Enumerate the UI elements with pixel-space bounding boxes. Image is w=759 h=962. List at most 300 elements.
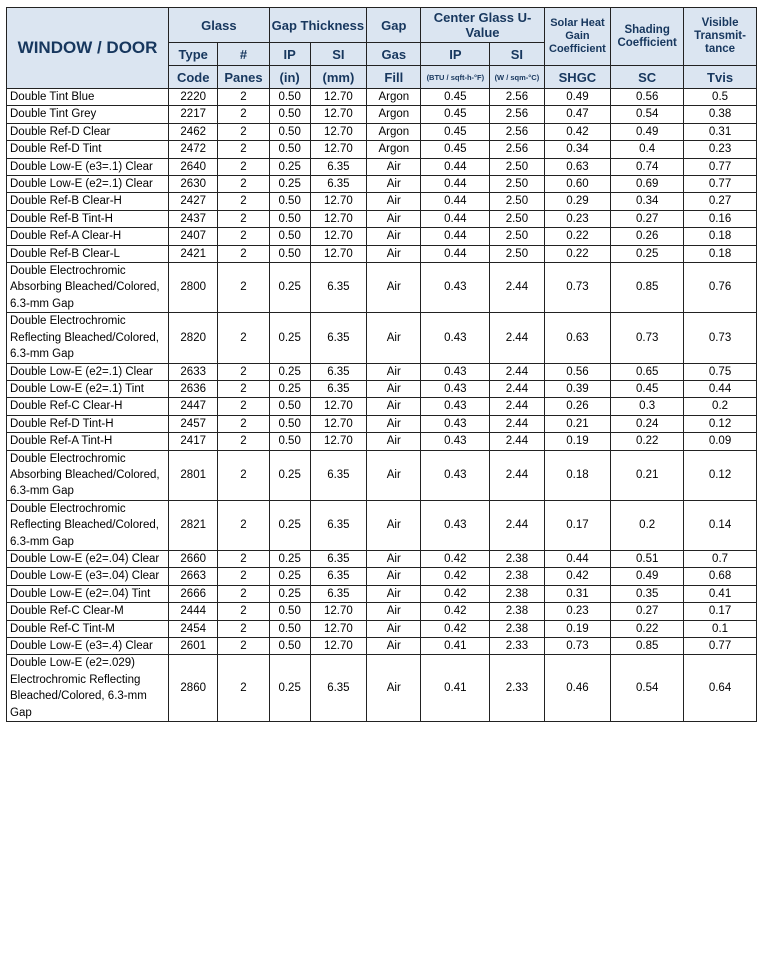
- header-in: (in): [269, 66, 310, 89]
- table-row: [7, 550, 757, 567]
- cell-sc: 0.65: [611, 363, 684, 380]
- cell-shgc: 0.73: [544, 638, 611, 655]
- cell-tvis: 0.68: [684, 568, 757, 585]
- cell-sc: 0.25: [611, 245, 684, 262]
- cell-panes: 2: [218, 500, 269, 550]
- header-gap-ip: IP: [269, 43, 310, 66]
- cell-gap-si: 12.70: [310, 141, 366, 158]
- table-row: [7, 568, 757, 585]
- cell-u-ip: 0.43: [421, 263, 490, 313]
- cell-gap-ip: 0.50: [269, 398, 310, 415]
- cell-gap-ip: 0.50: [269, 620, 310, 637]
- cell-u-si: 2.44: [490, 263, 544, 313]
- cell-gap-ip: 0.25: [269, 363, 310, 380]
- cell-gap-si: 6.35: [310, 380, 366, 397]
- cell-shgc: 0.22: [544, 245, 611, 262]
- cell-shgc: 0.46: [544, 655, 611, 722]
- header-shgc-desc: Solar Heat Gain Coefficient: [544, 8, 611, 66]
- table-row: [7, 415, 757, 432]
- cell-name: Double Low-E (e2=.04) Clear: [7, 550, 169, 567]
- cell-u-si: 2.44: [490, 398, 544, 415]
- cell-name: Double Ref-A Tint-H: [7, 433, 169, 450]
- cell-sc: 0.85: [611, 263, 684, 313]
- cell-panes: 2: [218, 638, 269, 655]
- cell-sc: 0.3: [611, 398, 684, 415]
- cell-u-ip: 0.45: [421, 106, 490, 123]
- cell-panes: 2: [218, 363, 269, 380]
- cell-sc: 0.21: [611, 450, 684, 500]
- cell-sc: 0.69: [611, 176, 684, 193]
- cell-sc: 0.45: [611, 380, 684, 397]
- cell-u-si: 2.50: [490, 245, 544, 262]
- cell-gas-fill: Air: [367, 363, 421, 380]
- cell-sc: 0.34: [611, 193, 684, 210]
- cell-gap-si: 6.35: [310, 263, 366, 313]
- cell-panes: 2: [218, 89, 269, 106]
- cell-u-si: 2.50: [490, 228, 544, 245]
- cell-name: Double Electrochromic Reflecting Bleached/Colored, 6.3-mm Gap: [7, 313, 169, 363]
- cell-u-ip: 0.42: [421, 568, 490, 585]
- cell-u-ip: 0.43: [421, 398, 490, 415]
- cell-gap-si: 12.70: [310, 89, 366, 106]
- cell-code: 2454: [169, 620, 218, 637]
- cell-u-ip: 0.41: [421, 638, 490, 655]
- table-row: [7, 176, 757, 193]
- cell-name: Double Ref-D Tint: [7, 141, 169, 158]
- cell-gap-ip: 0.25: [269, 263, 310, 313]
- table-row: [7, 620, 757, 637]
- cell-shgc: 0.19: [544, 433, 611, 450]
- header-tvis-desc: Visible Transmit-tance: [684, 8, 757, 66]
- cell-u-ip: 0.43: [421, 363, 490, 380]
- cell-u-si: 2.56: [490, 89, 544, 106]
- cell-gap-si: 12.70: [310, 210, 366, 227]
- cell-name: Double Ref-A Clear-H: [7, 228, 169, 245]
- cell-u-ip: 0.44: [421, 193, 490, 210]
- cell-gas-fill: Air: [367, 263, 421, 313]
- header-shgc: SHGC: [544, 66, 611, 89]
- cell-u-ip: 0.44: [421, 158, 490, 175]
- cell-code: 2820: [169, 313, 218, 363]
- cell-tvis: 0.2: [684, 398, 757, 415]
- cell-gap-si: 6.35: [310, 585, 366, 602]
- cell-sc: 0.26: [611, 228, 684, 245]
- cell-sc: 0.35: [611, 585, 684, 602]
- cell-code: 2663: [169, 568, 218, 585]
- cell-gap-ip: 0.50: [269, 638, 310, 655]
- cell-u-si: 2.44: [490, 500, 544, 550]
- cell-shgc: 0.63: [544, 313, 611, 363]
- cell-code: 2421: [169, 245, 218, 262]
- table-row: [7, 450, 757, 500]
- cell-gap-ip: 0.50: [269, 193, 310, 210]
- header-code: Code: [169, 66, 218, 89]
- cell-gap-si: 6.35: [310, 450, 366, 500]
- cell-gas-fill: Air: [367, 655, 421, 722]
- cell-tvis: 0.09: [684, 433, 757, 450]
- header-panes: Panes: [218, 66, 269, 89]
- cell-sc: 0.54: [611, 106, 684, 123]
- cell-u-si: 2.50: [490, 158, 544, 175]
- cell-panes: 2: [218, 106, 269, 123]
- cell-gap-si: 12.70: [310, 620, 366, 637]
- cell-u-ip: 0.44: [421, 176, 490, 193]
- cell-u-ip: 0.41: [421, 655, 490, 722]
- cell-shgc: 0.17: [544, 500, 611, 550]
- table-row: [7, 158, 757, 175]
- cell-panes: 2: [218, 415, 269, 432]
- cell-sc: 0.85: [611, 638, 684, 655]
- cell-gas-fill: Air: [367, 176, 421, 193]
- cell-gap-si: 12.70: [310, 398, 366, 415]
- cell-name: Double Ref-C Clear-M: [7, 603, 169, 620]
- cell-gas-fill: Air: [367, 603, 421, 620]
- cell-code: 2801: [169, 450, 218, 500]
- cell-gas-fill: Air: [367, 193, 421, 210]
- cell-u-si: 2.38: [490, 585, 544, 602]
- cell-name: Double Ref-B Clear-H: [7, 193, 169, 210]
- table-header: [7, 8, 757, 89]
- cell-name: Double Low-E (e2=.04) Tint: [7, 585, 169, 602]
- cell-u-si: 2.44: [490, 363, 544, 380]
- cell-gap-ip: 0.25: [269, 158, 310, 175]
- header-glass: Glass: [169, 8, 270, 43]
- header-gap: Gap: [367, 8, 421, 43]
- cell-u-ip: 0.43: [421, 380, 490, 397]
- cell-u-si: 2.38: [490, 568, 544, 585]
- cell-tvis: 0.17: [684, 603, 757, 620]
- cell-u-si: 2.44: [490, 415, 544, 432]
- cell-gas-fill: Air: [367, 380, 421, 397]
- cell-gap-ip: 0.25: [269, 568, 310, 585]
- cell-gas-fill: Argon: [367, 141, 421, 158]
- cell-panes: 2: [218, 123, 269, 140]
- table-row: [7, 228, 757, 245]
- cell-gap-ip: 0.50: [269, 433, 310, 450]
- header-u-si: SI: [490, 43, 544, 66]
- cell-sc: 0.74: [611, 158, 684, 175]
- cell-code: 2447: [169, 398, 218, 415]
- cell-tvis: 0.64: [684, 655, 757, 722]
- header-gap-thickness: Gap Thickness: [269, 8, 366, 43]
- cell-gap-si: 12.70: [310, 245, 366, 262]
- cell-sc: 0.22: [611, 620, 684, 637]
- cell-shgc: 0.49: [544, 89, 611, 106]
- cell-gas-fill: Air: [367, 568, 421, 585]
- cell-name: Double Low-E (e2=.1) Clear: [7, 363, 169, 380]
- cell-panes: 2: [218, 380, 269, 397]
- cell-gap-si: 6.35: [310, 655, 366, 722]
- cell-sc: 0.54: [611, 655, 684, 722]
- cell-sc: 0.49: [611, 568, 684, 585]
- cell-u-si: 2.38: [490, 550, 544, 567]
- cell-name: Double Low-E (e2=.029) Electrochromic Reflecting Bleached/Colored, 6.3-mm Gap: [7, 655, 169, 722]
- cell-name: Double Low-E (e2=.1) Clear: [7, 176, 169, 193]
- cell-panes: 2: [218, 585, 269, 602]
- cell-code: 2640: [169, 158, 218, 175]
- cell-u-ip: 0.45: [421, 89, 490, 106]
- header-gap-si: SI: [310, 43, 366, 66]
- cell-shgc: 0.44: [544, 550, 611, 567]
- cell-gap-si: 6.35: [310, 158, 366, 175]
- cell-shgc: 0.47: [544, 106, 611, 123]
- cell-gap-si: 6.35: [310, 176, 366, 193]
- cell-gap-ip: 0.50: [269, 245, 310, 262]
- header-u-ip: IP: [421, 43, 490, 66]
- cell-u-si: 2.44: [490, 380, 544, 397]
- cell-shgc: 0.34: [544, 141, 611, 158]
- cell-gap-si: 6.35: [310, 550, 366, 567]
- table-row: [7, 263, 757, 313]
- cell-panes: 2: [218, 158, 269, 175]
- cell-name: Double Low-E (e3=.04) Clear: [7, 568, 169, 585]
- table-row: [7, 398, 757, 415]
- cell-sc: 0.2: [611, 500, 684, 550]
- cell-code: 2407: [169, 228, 218, 245]
- table-row: [7, 655, 757, 722]
- table-row: [7, 106, 757, 123]
- cell-u-ip: 0.42: [421, 620, 490, 637]
- cell-shgc: 0.19: [544, 620, 611, 637]
- cell-shgc: 0.29: [544, 193, 611, 210]
- cell-tvis: 0.76: [684, 263, 757, 313]
- cell-u-ip: 0.43: [421, 433, 490, 450]
- cell-u-si: 2.56: [490, 141, 544, 158]
- cell-u-si: 2.50: [490, 193, 544, 210]
- cell-gas-fill: Air: [367, 500, 421, 550]
- cell-name: Double Low-E (e3=.4) Clear: [7, 638, 169, 655]
- cell-code: 2444: [169, 603, 218, 620]
- cell-code: 2633: [169, 363, 218, 380]
- cell-code: 2636: [169, 380, 218, 397]
- cell-code: 2860: [169, 655, 218, 722]
- cell-gap-ip: 0.25: [269, 500, 310, 550]
- cell-gap-ip: 0.50: [269, 89, 310, 106]
- cell-tvis: 0.7: [684, 550, 757, 567]
- cell-gas-fill: Air: [367, 450, 421, 500]
- cell-gap-ip: 0.50: [269, 141, 310, 158]
- cell-u-ip: 0.44: [421, 210, 490, 227]
- cell-tvis: 0.5: [684, 89, 757, 106]
- cell-name: Double Ref-D Tint-H: [7, 415, 169, 432]
- cell-tvis: 0.77: [684, 158, 757, 175]
- cell-gap-ip: 0.25: [269, 585, 310, 602]
- cell-u-si: 2.33: [490, 655, 544, 722]
- cell-code: 2462: [169, 123, 218, 140]
- cell-gap-si: 12.70: [310, 603, 366, 620]
- cell-panes: 2: [218, 141, 269, 158]
- cell-gap-ip: 0.25: [269, 450, 310, 500]
- cell-shgc: 0.39: [544, 380, 611, 397]
- cell-u-si: 2.44: [490, 313, 544, 363]
- cell-code: 2457: [169, 415, 218, 432]
- cell-name: Double Ref-D Clear: [7, 123, 169, 140]
- cell-gap-ip: 0.25: [269, 380, 310, 397]
- cell-sc: 0.4: [611, 141, 684, 158]
- cell-panes: 2: [218, 655, 269, 722]
- table-row: [7, 313, 757, 363]
- cell-gas-fill: Air: [367, 433, 421, 450]
- header-fill: Fill: [367, 66, 421, 89]
- cell-gap-si: 6.35: [310, 313, 366, 363]
- cell-panes: 2: [218, 228, 269, 245]
- cell-name: Double Tint Blue: [7, 89, 169, 106]
- cell-gap-si: 12.70: [310, 433, 366, 450]
- cell-gas-fill: Air: [367, 210, 421, 227]
- cell-tvis: 0.75: [684, 363, 757, 380]
- cell-name: Double Electrochromic Absorbing Bleached/Colored, 6.3-mm Gap: [7, 450, 169, 500]
- cell-panes: 2: [218, 450, 269, 500]
- cell-gap-ip: 0.50: [269, 228, 310, 245]
- table-row: [7, 380, 757, 397]
- cell-code: 2660: [169, 550, 218, 567]
- cell-code: 2437: [169, 210, 218, 227]
- cell-u-ip: 0.45: [421, 141, 490, 158]
- cell-gap-si: 12.70: [310, 228, 366, 245]
- cell-u-si: 2.56: [490, 106, 544, 123]
- table-row: [7, 363, 757, 380]
- cell-u-si: 2.44: [490, 433, 544, 450]
- cell-shgc: 0.42: [544, 568, 611, 585]
- cell-gap-si: 6.35: [310, 363, 366, 380]
- cell-shgc: 0.60: [544, 176, 611, 193]
- cell-gap-si: 12.70: [310, 123, 366, 140]
- header-tvis: Tvis: [684, 66, 757, 89]
- cell-tvis: 0.16: [684, 210, 757, 227]
- glazing-properties-table: [6, 7, 757, 722]
- cell-tvis: 0.38: [684, 106, 757, 123]
- cell-panes: 2: [218, 176, 269, 193]
- cell-name: Double Ref-C Tint-M: [7, 620, 169, 637]
- cell-tvis: 0.18: [684, 228, 757, 245]
- cell-u-si: 2.56: [490, 123, 544, 140]
- cell-panes: 2: [218, 433, 269, 450]
- table-row: [7, 500, 757, 550]
- cell-u-ip: 0.42: [421, 550, 490, 567]
- cell-code: 2427: [169, 193, 218, 210]
- cell-tvis: 0.14: [684, 500, 757, 550]
- cell-u-ip: 0.43: [421, 415, 490, 432]
- cell-gap-ip: 0.50: [269, 106, 310, 123]
- cell-gas-fill: Argon: [367, 106, 421, 123]
- header-window-door: WINDOW / DOOR: [7, 8, 169, 89]
- cell-shgc: 0.23: [544, 210, 611, 227]
- cell-name: Double Ref-B Tint-H: [7, 210, 169, 227]
- table-row: [7, 193, 757, 210]
- cell-shgc: 0.18: [544, 450, 611, 500]
- cell-gas-fill: Air: [367, 638, 421, 655]
- header-center-glass: Center Glass U-Value: [421, 8, 544, 43]
- table-row: [7, 603, 757, 620]
- cell-panes: 2: [218, 620, 269, 637]
- cell-gas-fill: Argon: [367, 123, 421, 140]
- cell-u-ip: 0.44: [421, 228, 490, 245]
- cell-tvis: 0.77: [684, 638, 757, 655]
- cell-name: Double Ref-B Clear-L: [7, 245, 169, 262]
- cell-gas-fill: Air: [367, 415, 421, 432]
- cell-panes: 2: [218, 568, 269, 585]
- cell-u-si: 2.50: [490, 210, 544, 227]
- cell-shgc: 0.22: [544, 228, 611, 245]
- table-row: [7, 141, 757, 158]
- cell-gap-si: 12.70: [310, 415, 366, 432]
- cell-name: Double Tint Grey: [7, 106, 169, 123]
- cell-code: 2220: [169, 89, 218, 106]
- cell-shgc: 0.23: [544, 603, 611, 620]
- cell-shgc: 0.56: [544, 363, 611, 380]
- cell-u-si: 2.44: [490, 450, 544, 500]
- cell-shgc: 0.42: [544, 123, 611, 140]
- cell-tvis: 0.23: [684, 141, 757, 158]
- table-row: [7, 123, 757, 140]
- cell-gap-ip: 0.25: [269, 550, 310, 567]
- table-row: [7, 210, 757, 227]
- cell-tvis: 0.12: [684, 415, 757, 432]
- cell-code: 2601: [169, 638, 218, 655]
- cell-sc: 0.73: [611, 313, 684, 363]
- cell-sc: 0.49: [611, 123, 684, 140]
- cell-shgc: 0.31: [544, 585, 611, 602]
- header-ip-unit: (BTU / sqft-h-°F): [421, 66, 490, 89]
- cell-code: 2821: [169, 500, 218, 550]
- cell-gap-ip: 0.50: [269, 210, 310, 227]
- header-sc: SC: [611, 66, 684, 89]
- cell-u-ip: 0.44: [421, 245, 490, 262]
- cell-u-si: 2.33: [490, 638, 544, 655]
- cell-name: Double Low-E (e3=.1) Clear: [7, 158, 169, 175]
- cell-gas-fill: Argon: [367, 89, 421, 106]
- cell-gas-fill: Air: [367, 158, 421, 175]
- cell-sc: 0.22: [611, 433, 684, 450]
- cell-gap-si: 12.70: [310, 638, 366, 655]
- header-si-unit: (W / sqm-°C): [490, 66, 544, 89]
- cell-gap-ip: 0.50: [269, 603, 310, 620]
- cell-code: 2417: [169, 433, 218, 450]
- cell-sc: 0.51: [611, 550, 684, 567]
- cell-code: 2630: [169, 176, 218, 193]
- cell-name: Double Electrochromic Absorbing Bleached/Colored, 6.3-mm Gap: [7, 263, 169, 313]
- cell-tvis: 0.44: [684, 380, 757, 397]
- table-row: [7, 638, 757, 655]
- cell-u-ip: 0.42: [421, 585, 490, 602]
- cell-panes: 2: [218, 263, 269, 313]
- cell-tvis: 0.27: [684, 193, 757, 210]
- cell-name: Double Electrochromic Reflecting Bleached/Colored, 6.3-mm Gap: [7, 500, 169, 550]
- header-type: Type: [169, 43, 218, 66]
- table-row: [7, 245, 757, 262]
- cell-tvis: 0.41: [684, 585, 757, 602]
- cell-code: 2217: [169, 106, 218, 123]
- cell-u-ip: 0.43: [421, 450, 490, 500]
- cell-tvis: 0.18: [684, 245, 757, 262]
- cell-name: Double Low-E (e2=.1) Tint: [7, 380, 169, 397]
- cell-gap-si: 6.35: [310, 568, 366, 585]
- header-gas: Gas: [367, 43, 421, 66]
- header-sc-desc: Shading Coefficient: [611, 8, 684, 66]
- cell-gas-fill: Air: [367, 585, 421, 602]
- cell-tvis: 0.73: [684, 313, 757, 363]
- cell-shgc: 0.63: [544, 158, 611, 175]
- cell-tvis: 0.31: [684, 123, 757, 140]
- cell-code: 2472: [169, 141, 218, 158]
- cell-gap-si: 6.35: [310, 500, 366, 550]
- table-row: [7, 433, 757, 450]
- table-row: [7, 585, 757, 602]
- cell-sc: 0.56: [611, 89, 684, 106]
- cell-shgc: 0.21: [544, 415, 611, 432]
- cell-name: Double Ref-C Clear-H: [7, 398, 169, 415]
- cell-tvis: 0.12: [684, 450, 757, 500]
